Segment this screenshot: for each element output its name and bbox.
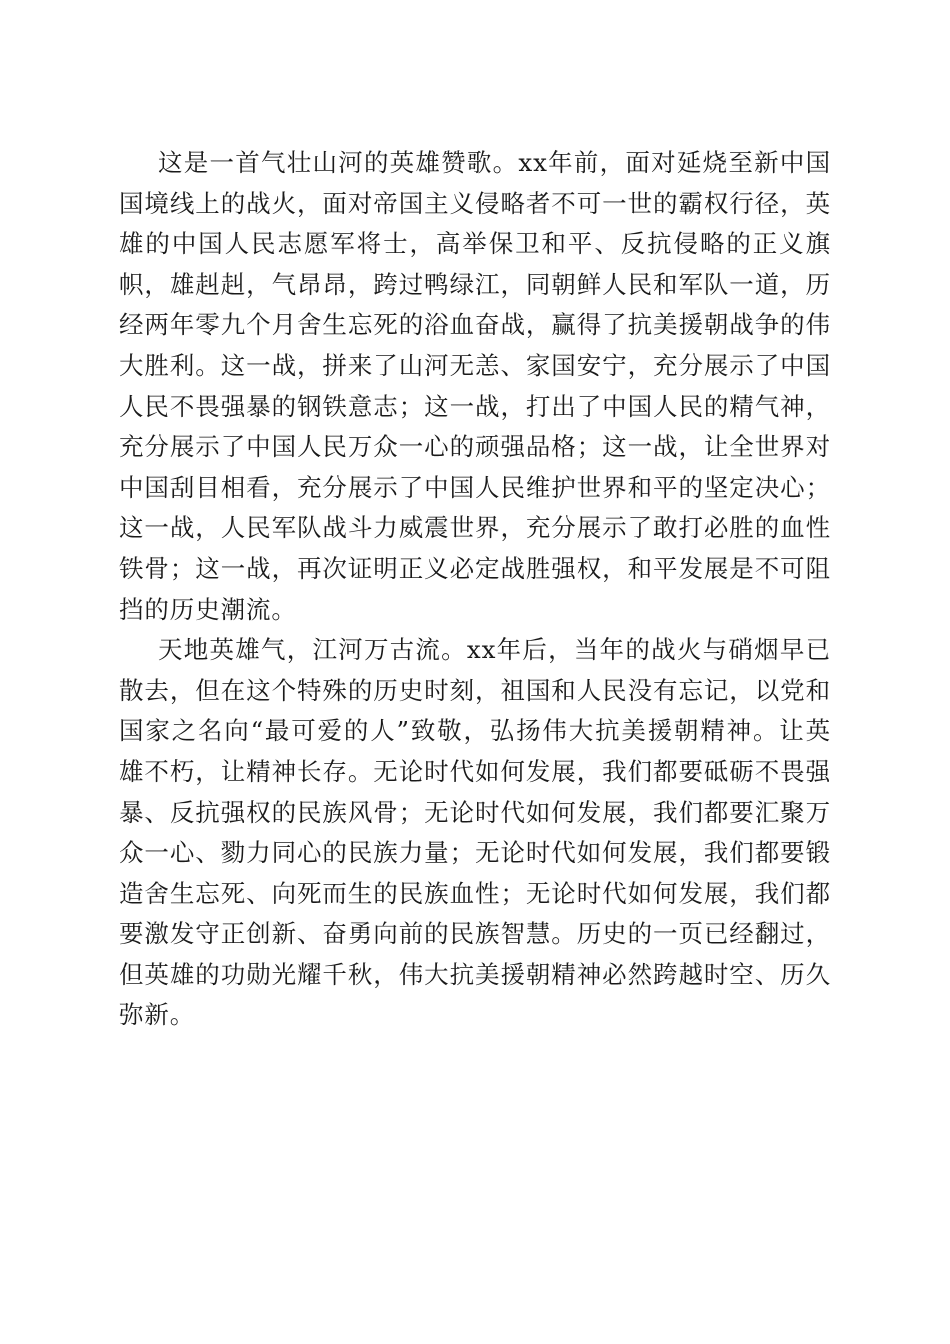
paragraph-1: 这是一首气壮山河的英雄赞歌。xx年前，面对延烧至新中国国境线上的战火，面对帝国主义侵略者不可一世的霸权行径，英雄的中国人民志愿军将士，高举保卫和平、反抗侵略的正义旗帜，雄赳赳，气昂昂，跨过鸭绿江，同朝鲜人民和军队一道，历经两年零九个月舍生忘死的浴血奋战，赢得了抗美援朝战争的伟大胜利。这一战，拼来了山河无恙、家国安宁，充分展示了中国人民不畏强暴的钢铁意志；这一战，打出了中国人民的精气神，充分展示了中国人民万众一心的顽强品格；这一战，让全世界对中国刮目相看，充分展示了中国人民维护世界和平的坚定决心；这一战，人民军队战斗力威震世界，充分展示了敢打必胜的血性铁骨；这一战，再次证明正义必定战胜强权，和平发展是不可阻挡的历史潮流。 [119, 148, 831, 624]
document-body [119, 143, 831, 1036]
paragraph-2: 天地英雄气，江河万古流。xx年后，当年的战火与硝烟早已散去，但在这个特殊的历史时刻，祖国和人民没有忘记，以党和国家之名向“最可爱的人”致敬，弘扬伟大抗美援朝精神。让英雄不朽，让精神长存。无论时代如何发展，我们都要砥砺不畏强暴、反抗强权的民族风骨；无论时代如何发展，我们都要汇聚万众一心、勠力同心的民族力量；无论时代如何发展，我们都要锻造舍生忘死、向死而生的民族血性；无论时代如何发展，我们都要激发守正创新、奋勇向前的民族智慧。历史的一页已经翻过，但英雄的功勋光耀千秋，伟大抗美援朝精神必然跨越时空、历久弥新。 [119, 635, 831, 1030]
